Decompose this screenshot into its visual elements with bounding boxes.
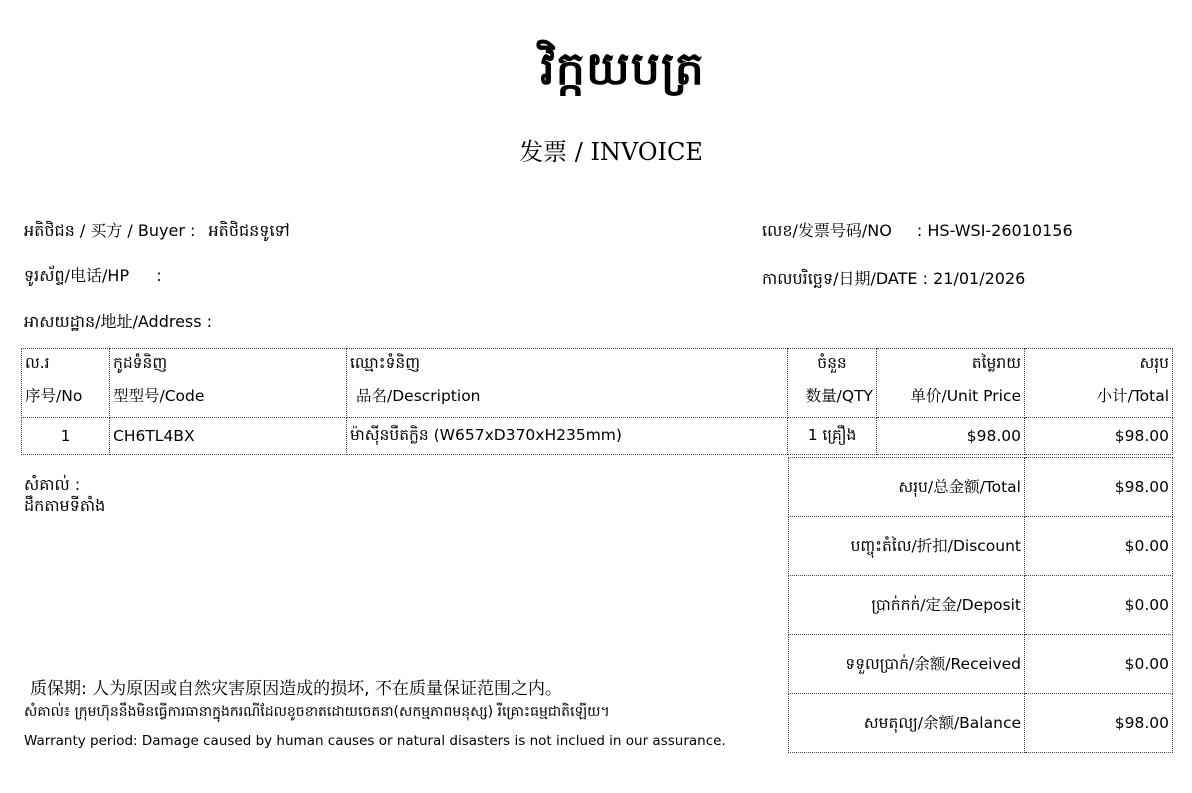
buyer-value: អតិថិជនទូទៅ [208,221,290,240]
totals-table [788,457,1173,753]
header-code: កូដទំនិញ 型型号/Code [110,349,347,418]
warranty-zh: 质保期: 人为原因或自然灾害原因造成的损坏, 不在质量保证范围之内。 [30,679,562,699]
warranty-kh: សំគាល់៖ ក្រុមហ៊ុននឹងមិនធ្វើការធានាក្នុងករណីដែលខូចខាតដោយចេតនា(សកម្មភាពមនុស្ស) រឺគ្រោះធម្មជាតិឡើយ។ [24,704,610,720]
table-row [22,418,1173,455]
date-value: 21/01/2026 [933,269,1026,288]
invoice-no-value: : HS-WSI-26010156 [916,221,1073,240]
invoice-title-subtitle: 发票 / INVOICE [519,138,703,166]
note-value: ដឹកតាមទីតាំង [24,496,106,515]
warranty-en: Warranty period: Damage caused by human causes or natural disasters is not inclued in our assurance. [24,733,726,749]
buyer-row [24,218,290,244]
received-label: ទទួលប្រាក់/余额/Received [789,635,1025,694]
address-row [24,309,212,335]
total-value: $98.00 [1025,458,1173,517]
header-no: ល.រ 序号/No [22,349,110,418]
invoice-no-label: លេខ/发票号码/NO [762,221,892,240]
address-label: អាសយដ្ឋាន/地址/Address : [24,312,213,331]
totals-row-discount [789,517,1173,576]
totals-row-total [789,458,1173,517]
date-label: កាលបរិច្ឆេទ/日期/DATE : [762,269,928,288]
buyer-label: អតិថិជន / 买方 / Buyer : [24,221,196,240]
row-unit-price: $98.00 [877,418,1025,455]
discount-label: បញ្ចុះតំលៃ/折扣/Discount [789,517,1025,576]
row-code: CH6TL4BX [110,418,347,455]
balance-label: សមតុល្យ/余额/Balance [789,694,1025,753]
row-no: 1 [22,418,110,455]
totals-row-deposit [789,576,1173,635]
deposit-label: ប្រាក់កក់/定金/Deposit [789,576,1025,635]
phone-label: ទូរស័ព្ទ/电话/HP [24,266,130,285]
totals-row-balance [789,694,1173,753]
phone-colon: : [156,266,162,285]
phone-row [24,263,162,289]
note-block [24,474,105,516]
invoice-title-khmer: វិក្កយបត្រ [540,41,705,95]
row-description: ម៉ាស៊ីនបឺតក្លិន (W657xD370xH235mm) [347,418,788,455]
header-unit-price: តម្លៃរាយ 单价/Unit Price [877,349,1025,418]
total-label: សរុប/总金额/Total [789,458,1025,517]
discount-value: $0.00 [1025,517,1173,576]
received-value: $0.00 [1025,635,1173,694]
invoice-no-row [762,218,1073,244]
header-total: សរុប 小计/Total [1025,349,1173,418]
row-qty: 1 គ្រឿង [788,418,877,455]
table-header-row [22,349,1173,418]
header-qty: ចំនួន 数量/QTY [788,349,877,418]
header-description: ឈ្មោះទំនិញ 品名/Description [347,349,788,418]
note-label: សំគាល់ : [24,475,81,494]
date-row [762,266,1025,292]
totals-row-received [789,635,1173,694]
balance-value: $98.00 [1025,694,1173,753]
items-table [21,348,1173,455]
deposit-value: $0.00 [1025,576,1173,635]
row-total: $98.00 [1025,418,1173,455]
